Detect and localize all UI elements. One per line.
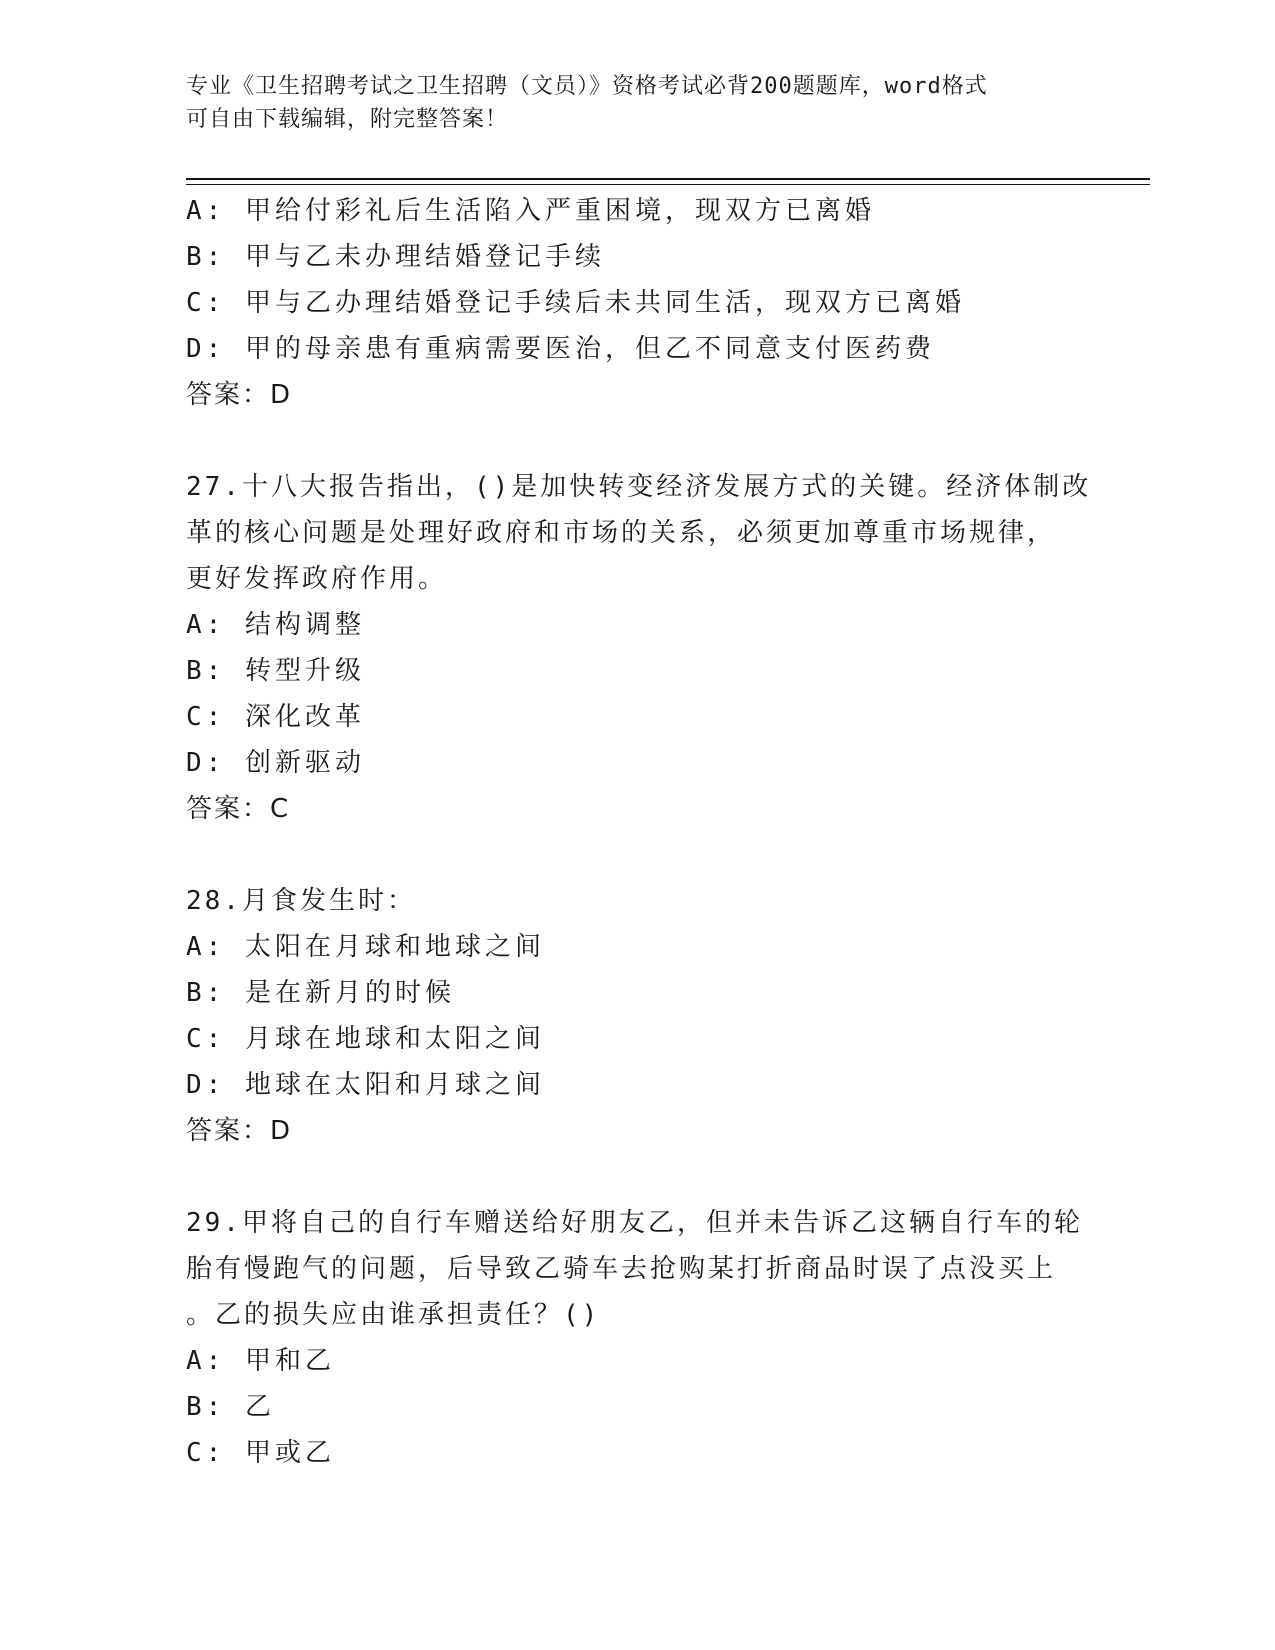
header-title-line-1: 专业《卫生招聘考试之卫生招聘（文员）》资格考试必背200题题库，word格式 <box>186 74 988 99</box>
header-title-line-2: 可自由下载编辑，附完整答案！ <box>186 107 509 132</box>
answer: 答案：C <box>186 794 291 824</box>
answer: 答案：D <box>186 380 293 410</box>
question-27 <box>186 464 1092 832</box>
question-28 <box>186 878 1086 1154</box>
stem-line: 27.十八大报告指出，()是加快转变经济发展方式的关键。经济体制改 <box>186 472 1092 502</box>
option-c: C: 深化改革 <box>186 702 365 732</box>
option-c: C: 甲或乙 <box>186 1438 335 1468</box>
stem-line: 29.甲将自己的自行车赠送给好朋友乙，但并未告诉乙这辆自行车的轮 <box>186 1208 1083 1238</box>
option-c: C: 甲与乙办理结婚登记手续后未共同生活，现双方已离婚 <box>186 288 965 318</box>
question-stem <box>186 1200 1086 1338</box>
option-a: A: 甲给付彩礼后生活陷入严重困境，现双方已离婚 <box>186 196 875 226</box>
option-a: A: 甲和乙 <box>186 1346 335 1376</box>
document-header <box>186 70 1066 136</box>
stem-line: 胎有慢跑气的问题，后导致乙骑车去抢购某打折商品时误了点没买上 <box>186 1254 1057 1284</box>
stem-line: 28.月食发生时： <box>186 886 416 916</box>
option-a: A: 太阳在月球和地球之间 <box>186 932 545 962</box>
option-b: B: 是在新月的时候 <box>186 978 455 1008</box>
document-body <box>186 188 1092 1476</box>
option-c: C: 月球在地球和太阳之间 <box>186 1024 545 1054</box>
option-d: D: 甲的母亲患有重病需要医治，但乙不同意支付医药费 <box>186 334 935 364</box>
option-d: D: 地球在太阳和月球之间 <box>186 1070 545 1100</box>
stem-line: 更好发挥政府作用。 <box>186 564 448 594</box>
question-29 <box>186 1200 1086 1476</box>
stem-line: 。乙的损失应由谁承担责任？() <box>186 1300 601 1330</box>
option-b: B: 乙 <box>186 1392 275 1422</box>
question-stem <box>186 878 1086 924</box>
option-d: D: 创新驱动 <box>186 748 365 778</box>
option-b: B: 转型升级 <box>186 656 365 686</box>
spacer <box>186 418 1086 464</box>
option-a: A: 结构调整 <box>186 610 365 640</box>
question-stem <box>186 464 1092 602</box>
spacer <box>186 1154 1086 1200</box>
spacer <box>186 832 1086 878</box>
header-divider-thick <box>186 178 1150 180</box>
option-b: B: 甲与乙未办理结婚登记手续 <box>186 242 605 272</box>
stem-line: 革的核心问题是处理好政府和市场的关系，必须更加尊重市场规律， <box>186 518 1057 548</box>
answer: 答案：D <box>186 1116 293 1146</box>
question-continued <box>186 188 1086 418</box>
header-divider-thin <box>186 184 1150 185</box>
